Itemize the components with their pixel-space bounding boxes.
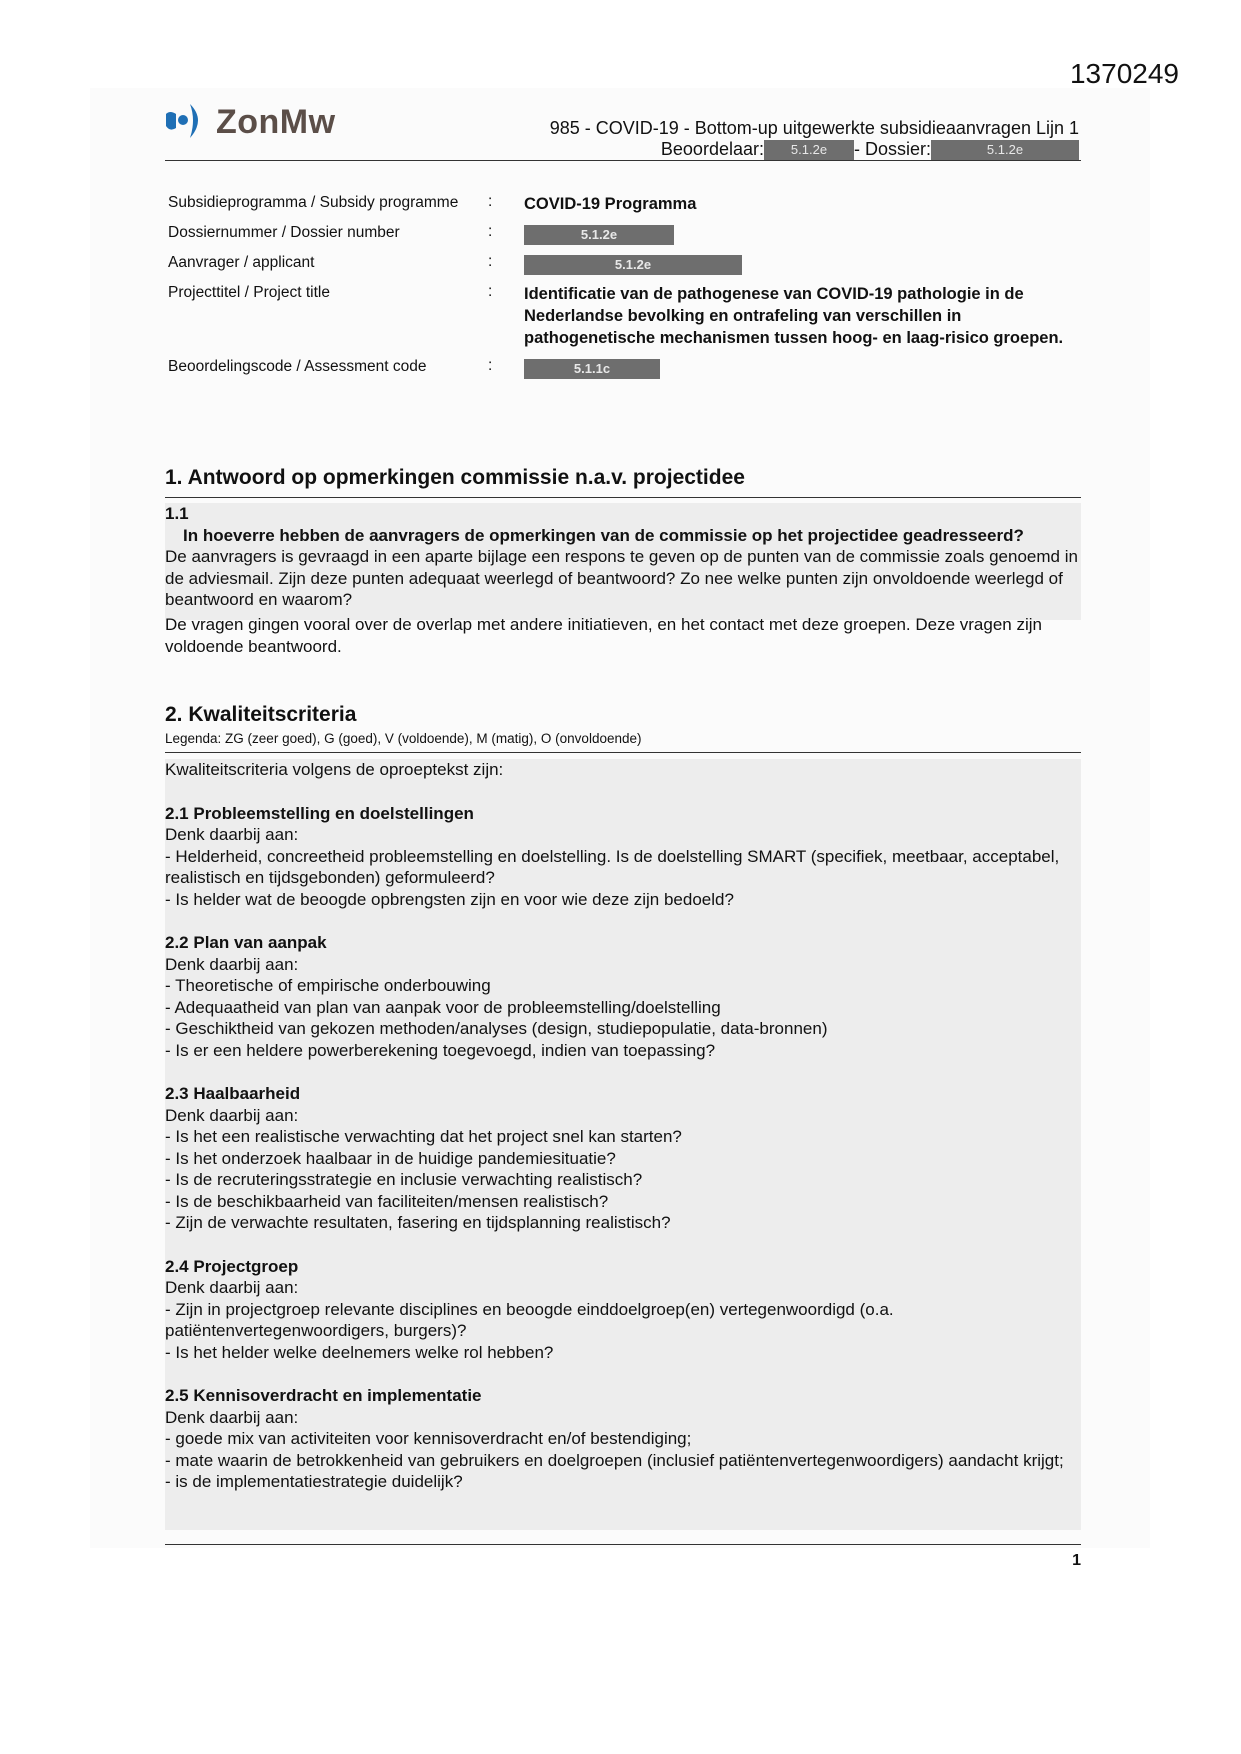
- criterion-line: - Is het helder welke deelnemers welke rol hebben?: [165, 1342, 554, 1362]
- metadata-table: [168, 193, 1068, 387]
- criterion-title: 2.1 Probleemstelling en doelstellingen: [165, 803, 474, 823]
- section1-title: 1. Antwoord op opmerkingen commissie n.a.v. projectidee: [165, 466, 745, 489]
- meta-colon: :: [488, 283, 493, 300]
- meta-value: COVID-19 Programma: [524, 195, 697, 213]
- criterion-title: 2.5 Kennisoverdracht en implementatie: [165, 1386, 482, 1405]
- criterion-line: - Zijn in projectgroep relevante disciplines en beoogde einddoelgroep(en) vertegenwoordigd (o.a. patiëntenvertegenwoordigers, burgers)?: [165, 1299, 894, 1340]
- meta-label: Dossiernummer / Dossier number: [168, 224, 400, 241]
- criterion-line: - goede mix van activiteiten voor kennisoverdracht en/of bestendiging;: [165, 1429, 692, 1448]
- criteria-intro: Kwaliteitscriteria volgens de oproeptekst zijn:: [165, 760, 504, 779]
- meta-row-dossier-number: [168, 223, 1068, 245]
- question-box: [165, 503, 1081, 620]
- criterion-lead: Denk daarbij aan:: [165, 1105, 299, 1125]
- meta-label: Beoordelingscode / Assessment code: [168, 358, 427, 375]
- project-title: Identificatie van de pathogenese van COVID-19 pathologie in de Nederlandse bevolking en ontrafeling van verschillen in pathogenetische mechanismen tussen hoog- en laag-risico groepen.: [524, 285, 1064, 347]
- redaction-block: 5.1.1c: [524, 359, 660, 379]
- criterion-line: - Is de beschikbaarheid van faciliteiten/mensen realistisch?: [165, 1191, 609, 1211]
- criterion-title: 2.4 Projectgroep: [165, 1256, 299, 1276]
- criteria-box: [165, 759, 1081, 1530]
- criterion-line: - mate waarin de betrokkenheid van gebruikers en doelgroepen (inclusief patiëntenvertegenwoordigers) aandacht krijgt;: [165, 1450, 1064, 1470]
- criterion-line: - Geschiktheid van gekozen methoden/analyses (design, studiepopulatie, data-bronnen): [165, 1019, 828, 1038]
- redaction-block: 5.1.2e: [524, 255, 742, 275]
- header-divider: [165, 160, 1081, 161]
- section2-divider: [165, 752, 1081, 753]
- criterion-line: - Helderheid, concreetheid probleemstelling en doelstelling. Is de doelstelling SMART (specifiek, meetbaar, acceptabel, realistisch en tijdsgebonden) geformuleerd?: [165, 846, 1060, 887]
- legend: Legenda: ZG (zeer goed), G (goed), V (voldoende), M (matig), O (onvoldoende): [165, 731, 642, 746]
- question-title: In hoeverre hebben de aanvragers de opmerkingen van de commissie op het projectidee geadresseerd?: [183, 525, 1024, 545]
- meta-row-programme: [168, 193, 1068, 215]
- criterion-title: 2.3 Haalbaarheid: [165, 1084, 301, 1103]
- criterion-line: - is de implementatiestrategie duidelijk?: [165, 1472, 463, 1491]
- meta-colon: :: [488, 223, 493, 240]
- criterion-line: - Is er een heldere powerberekening toegevoegd, indien van toepassing?: [165, 1040, 716, 1060]
- criterion-line: - Is het onderzoek haalbaar in de huidige pandemiesituatie?: [165, 1148, 616, 1168]
- document-number: 1370249: [1069, 58, 1179, 89]
- criterion-line: - Is helder wat de beoogde opbrengsten zijn en voor wie deze zijn bedoeld?: [165, 889, 734, 909]
- section1-divider: [165, 497, 1081, 498]
- header-title: 985 - COVID-19 - Bottom-up uitgewerkte subsidieaanvragen Lijn 1: [549, 118, 1079, 138]
- criterion-line: - Is het een realistische verwachting dat het project snel kan starten?: [165, 1127, 682, 1146]
- meta-row-project-title: [168, 283, 1068, 349]
- meta-colon: :: [488, 253, 493, 270]
- zonmw-logo: [162, 98, 336, 147]
- header-reviewer-line: [550, 139, 1079, 160]
- criterion-line: - Is de recruteringsstrategie en inclusie verwachting realistisch?: [165, 1170, 643, 1189]
- document-header: [550, 118, 1079, 160]
- dossier-redaction: 5.1.2e: [931, 140, 1079, 160]
- meta-row-assessment-code: [168, 357, 1068, 379]
- dossier-label: - Dossier:: [853, 139, 931, 159]
- logo-text: ZonMw: [216, 103, 336, 141]
- criterion-lead: Denk daarbij aan:: [165, 825, 299, 844]
- redaction-block: 5.1.2e: [524, 225, 674, 245]
- meta-colon: :: [488, 357, 493, 374]
- criterion-lead: Denk daarbij aan:: [165, 954, 299, 974]
- meta-label: Aanvrager / applicant: [168, 254, 315, 271]
- reviewer-redaction: 5.1.2e: [764, 140, 854, 160]
- footer-divider: [165, 1544, 1081, 1545]
- criterion-lead: Denk daarbij aan:: [165, 1407, 299, 1427]
- zonmw-logo-icon: [162, 98, 208, 147]
- meta-label: Projecttitel / Project title: [168, 284, 330, 301]
- criterion-lead: Denk daarbij aan:: [165, 1278, 299, 1297]
- reviewer-label: Beoordelaar:: [660, 139, 764, 159]
- section2-title: 2. Kwaliteitscriteria: [165, 703, 357, 726]
- meta-label: Subsidieprogramma / Subsidy programme: [168, 194, 459, 211]
- section1-answer: De vragen gingen vooral over de overlap met andere initiatieven, en het contact met deze groepen. Deze vragen zijn voldoende beantwoord.: [165, 615, 1042, 656]
- page-number: 1: [1072, 1552, 1081, 1569]
- criterion-line: - Theoretische of empirische onderbouwing: [165, 976, 491, 995]
- question-number: 1.1: [165, 504, 189, 523]
- criterion-line: - Zijn de verwachte resultaten, fasering en tijdsplanning realistisch?: [165, 1213, 671, 1232]
- meta-row-applicant: [168, 253, 1068, 275]
- meta-colon: :: [488, 193, 493, 210]
- criterion-title: 2.2 Plan van aanpak: [165, 933, 327, 952]
- question-body: De aanvragers is gevraagd in een aparte bijlage een respons te geven op de punten van de commissie zoals genoemd in de adviesmail. Zijn deze punten adequaat weerlegd of beantwoord? Zo nee welke punten zijn onvoldoende weerlegd of beantwoord en waarom?: [165, 547, 1078, 609]
- criterion-line: - Adequaatheid van plan van aanpak voor de probleemstelling/doelstelling: [165, 997, 721, 1017]
